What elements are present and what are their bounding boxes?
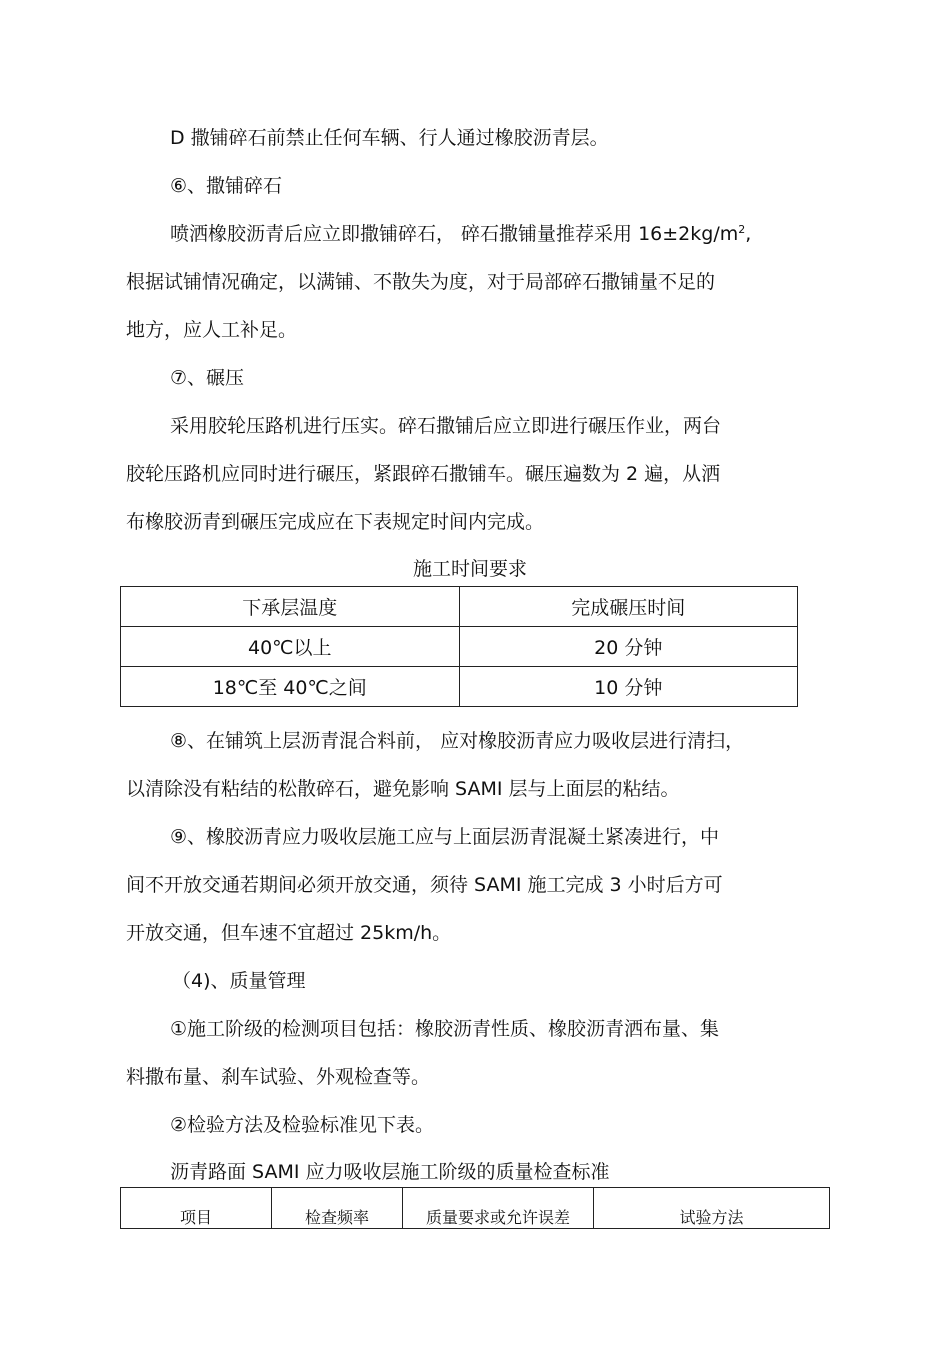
table-cell: 10 分钟 (459, 667, 798, 707)
table-title: 沥青路面 SAMI 应力吸收层施工阶级的质量检查标准 (170, 1161, 610, 1183)
paragraph-line: 间不开放交通若期间必须开放交通，须待 SAMI 施工完成 3 小时后方可 (126, 874, 723, 896)
paragraph-line: ①施工阶级的检测项目包括：橡胶沥青性质、橡胶沥青洒布量、集 (170, 1018, 720, 1040)
table-row (121, 627, 798, 667)
paragraph-line: ②检验方法及检验标准见下表。 (170, 1114, 435, 1136)
paragraph-line: 布橡胶沥青到碾压完成应在下表规定时间内完成。 (126, 511, 545, 533)
superscript: 2 (738, 223, 746, 236)
construction-time-table (120, 586, 798, 707)
table-header-cell: 试验方法 (594, 1188, 830, 1229)
table-header-cell: 下承层温度 (121, 587, 460, 627)
quality-inspection-table (120, 1187, 830, 1229)
table-cell: 20 分钟 (459, 627, 798, 667)
table-cell: 40℃以上 (121, 627, 460, 667)
paragraph-line: ⑧、在铺筑上层沥青混合料前， 应对橡胶沥青应力吸收层进行清扫， (170, 730, 745, 752)
section-heading: ⑥、撒铺碎石 (170, 175, 283, 197)
table-header-row (121, 1188, 830, 1229)
table-title: 施工时间要求 (412, 558, 527, 580)
paragraph-line: 采用胶轮压路机进行压实。碎石撒铺后应立即进行碾压作业，两台 (170, 415, 722, 437)
table-header-row (121, 587, 798, 627)
section-heading: （4)、质量管理 (172, 970, 306, 992)
paragraph-line: D 撒铺碎石前禁止任何车辆、行人通过橡胶沥青层。 (170, 127, 609, 149)
section-heading: ⑦、碾压 (170, 367, 245, 389)
table-row (121, 667, 798, 707)
table-header-cell: 项目 (121, 1188, 272, 1229)
paragraph-line: 料撒布量、刹车试验、外观检查等。 (126, 1066, 431, 1088)
table-header-cell: 检查频率 (272, 1188, 403, 1229)
paragraph-line: 开放交通，但车速不宜超过 25km/h。 (126, 922, 452, 944)
table-header-cell: 完成碾压时间 (459, 587, 798, 627)
paragraph-line: ⑨、橡胶沥青应力吸收层施工应与上面层沥青混凝土紧凑进行，中 (170, 826, 720, 848)
paragraph-line: 根据试铺情况确定，以满铺、不散失为度，对于局部碎石撒铺量不足的 (126, 271, 716, 293)
table-header-cell: 质量要求或允许误差 (403, 1188, 594, 1229)
paragraph-line: 以清除没有粘结的松散碎石，避免影响 SAMI 层与上面层的粘结。 (126, 778, 680, 800)
table-cell: 18℃至 40℃之间 (121, 667, 460, 707)
paragraph-line: 胶轮压路机应同时进行碾压，紧跟碎石撒铺车。碾压遍数为 2 遍，从洒 (126, 463, 721, 485)
paragraph-line: 喷洒橡胶沥青后应立即撒铺碎石， 碎石撒铺量推荐采用 $16\pm 2kg/m^2$, (170, 223, 752, 245)
paragraph-line: 地方，应人工补足。 (126, 319, 298, 341)
